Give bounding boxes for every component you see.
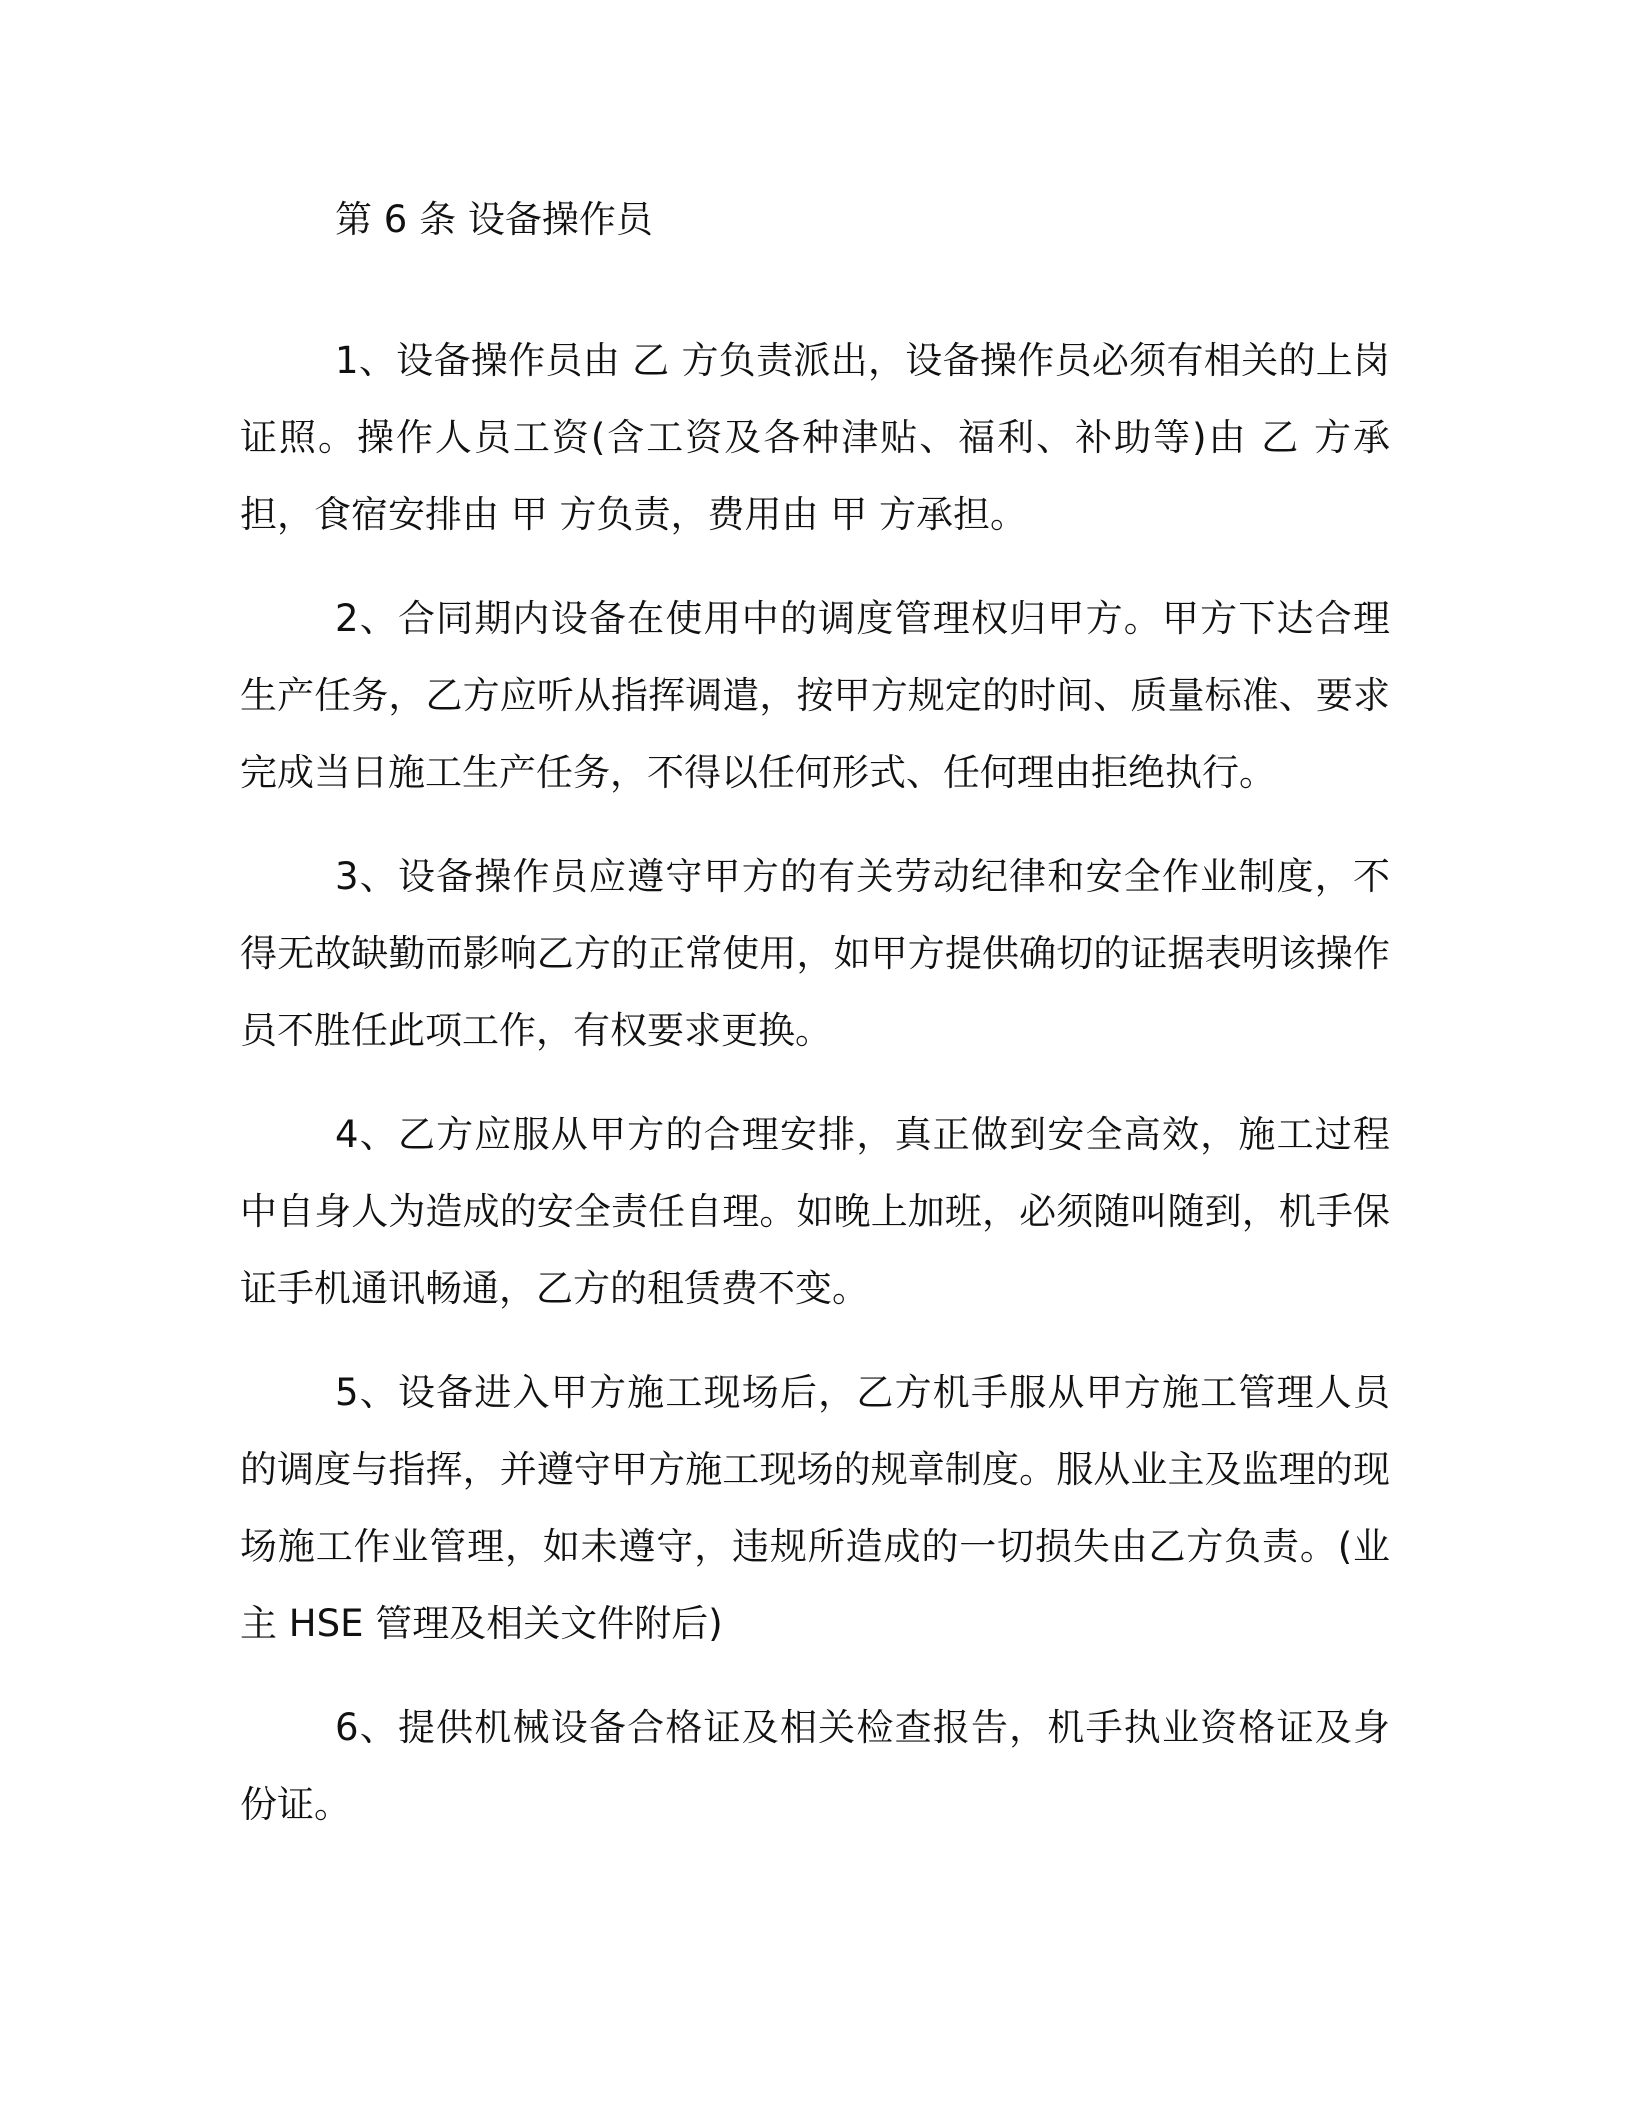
paragraph-3: 3、设备操作员应遵守甲方的有关劳动纪律和安全作业制度，不得无故缺勤而影响乙方的正常使用，如甲方提供确切的证据表明该操作员不胜任此项工作，有权要求更换。 (240, 855, 1390, 1052)
paragraph-1: 1、设备操作员由 乙 方负责派出，设备操作员必须有相关的上岗证照。操作人员工资(含工资及各种津贴、福利、补助等)由 乙 方承担，食宿安排由 甲 方负责，费用由 甲 方承担。 (240, 339, 1390, 536)
paragraph-5: 5、设备进入甲方施工现场后，乙方机手服从甲方施工管理人员的调度与指挥，并遵守甲方施工现场的规章制度。服从业主及监理的现场施工作业管理，如未遵守，违规所造成的一切损失由乙方负责。(业主 HSE 管理及相关文件附后) (240, 1371, 1390, 1645)
article-heading: 第 6 条 设备操作员 (335, 198, 653, 241)
paragraph-6: 6、提供机械设备合格证及相关检查报告，机手执业资格证及身份证。 (240, 1706, 1390, 1826)
paragraph-2: 2、合同期内设备在使用中的调度管理权归甲方。甲方下达合理生产任务，乙方应听从指挥调遣，按甲方规定的时间、质量标准、要求完成当日施工生产任务，不得以任何形式、任何理由拒绝执行。 (240, 597, 1390, 794)
paragraph-4: 4、乙方应服从甲方的合理安排，真正做到安全高效，施工过程中自身人为造成的安全责任自理。如晚上加班，必须随叫随到，机手保证手机通讯畅通，乙方的租赁费不变。 (240, 1113, 1390, 1310)
